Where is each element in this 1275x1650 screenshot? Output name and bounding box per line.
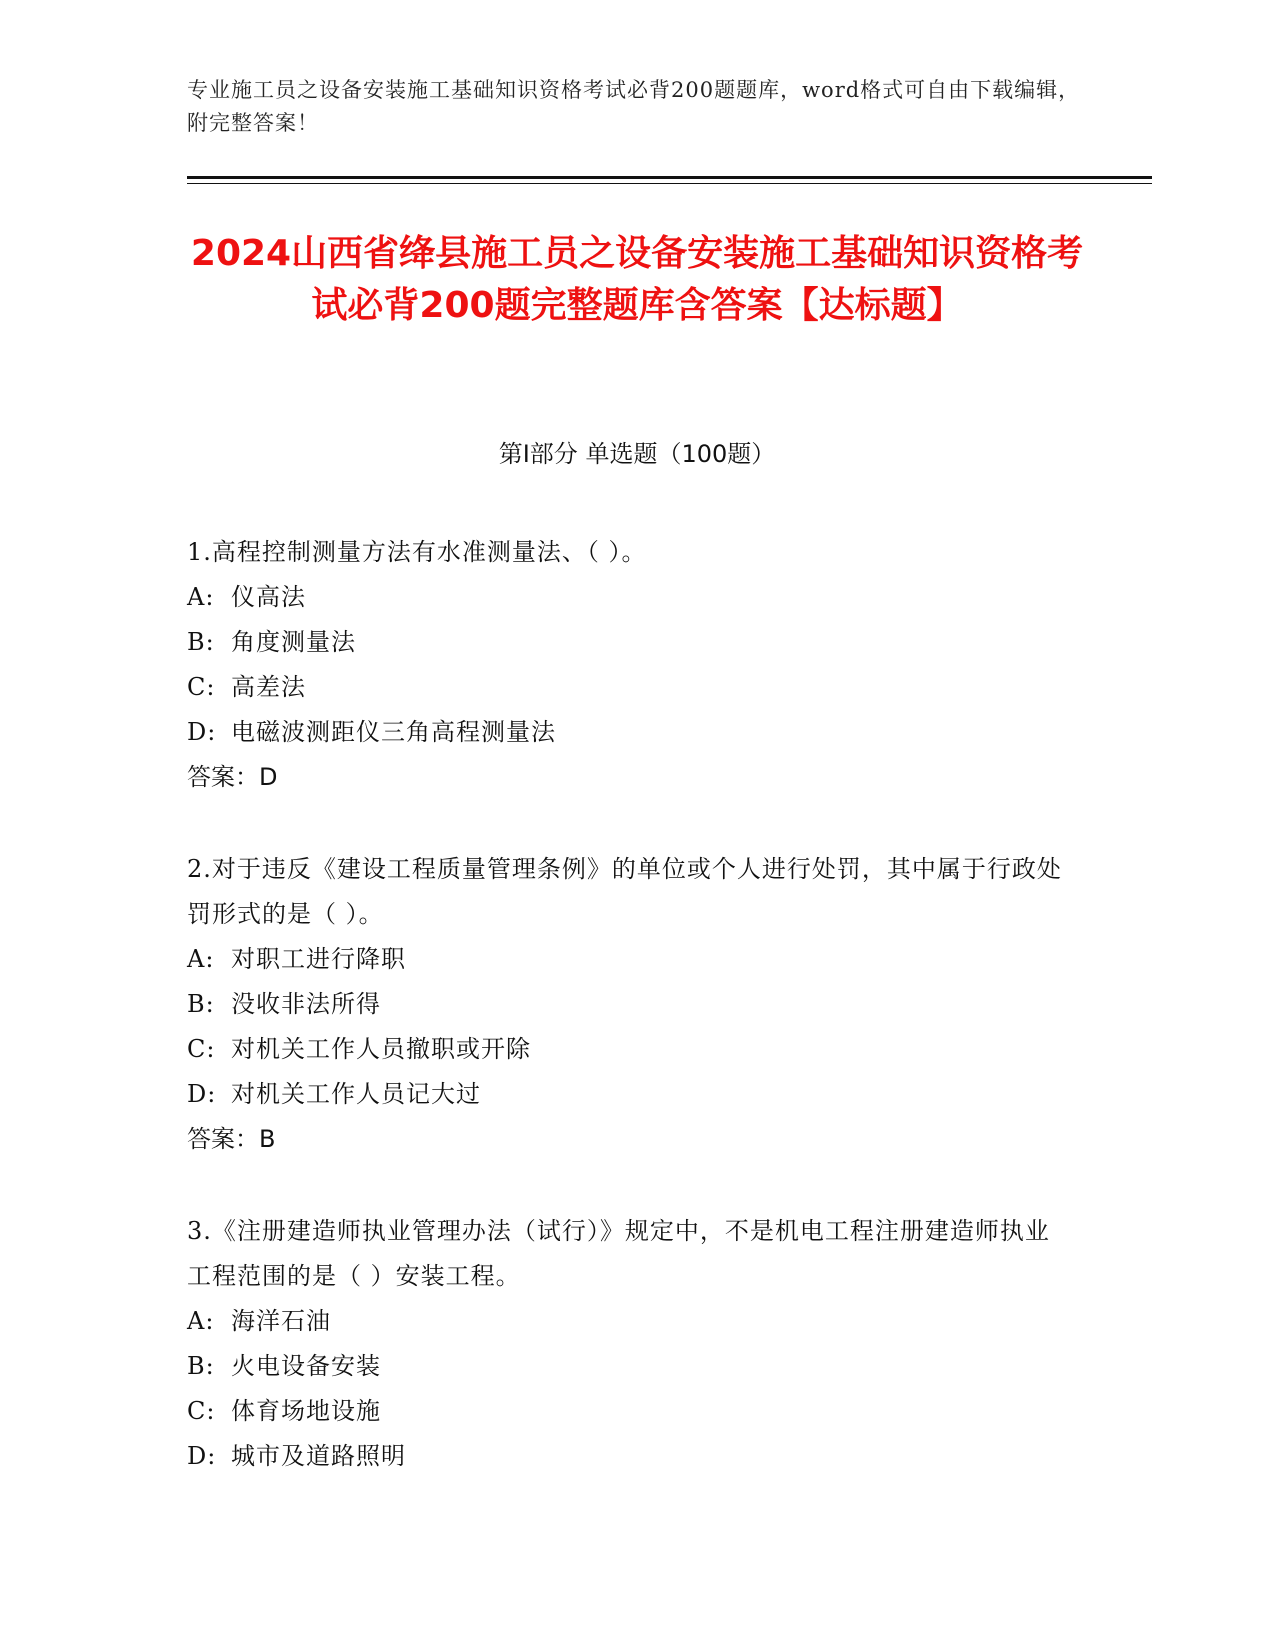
option-a: [187, 1299, 1067, 1344]
option-text: 高差法: [231, 673, 306, 701]
option-a: [187, 937, 1067, 982]
option-text: 仪高法: [231, 583, 306, 611]
option-d: [187, 710, 1067, 755]
question-stem: 3.《注册建造师执业管理办法（试行）》规定中，不是机电工程注册建造师执业工程范围的是（ ）安装工程。: [187, 1217, 1050, 1290]
question-stem: 2.对于违反《建设工程质量管理条例》的单位或个人进行处罚，其中属于行政处罚形式的是（ ）。: [187, 855, 1062, 928]
option-d: [187, 1072, 1067, 1117]
option-key: B:: [187, 990, 215, 1018]
section-heading: 第I部分 单选题（100题）: [498, 440, 776, 468]
answer-line: 答案：B: [187, 1125, 276, 1153]
question-item: [187, 530, 1067, 800]
option-text: 对机关工作人员记大过: [231, 1080, 481, 1108]
option-text: 火电设备安装: [231, 1352, 381, 1380]
option-b: [187, 620, 1067, 665]
option-key: C:: [187, 1035, 216, 1063]
option-c: [187, 1389, 1067, 1434]
option-key: A:: [187, 583, 215, 611]
document-title: 2024山西省绛县施工员之设备安装施工基础知识资格考试必背200题完整题库含答案【达标题】: [190, 233, 1084, 326]
option-text: 角度测量法: [231, 628, 356, 656]
answer-line: 答案：D: [187, 763, 278, 791]
question-item: [187, 847, 1067, 1162]
option-key: B:: [187, 1352, 215, 1380]
option-key: D:: [187, 718, 217, 746]
option-text: 对机关工作人员撤职或开除: [231, 1035, 531, 1063]
option-b: [187, 1344, 1067, 1389]
option-c: [187, 665, 1067, 710]
header-divider-thick: [187, 176, 1152, 179]
option-a: [187, 575, 1067, 620]
option-b: [187, 982, 1067, 1027]
option-d: [187, 1434, 1067, 1479]
question-stem: 1.高程控制测量方法有水准测量法、（ ）。: [187, 538, 647, 566]
option-key: C:: [187, 673, 216, 701]
option-key: A:: [187, 945, 215, 973]
option-key: D:: [187, 1080, 217, 1108]
option-key: C:: [187, 1397, 216, 1425]
option-text: 没收非法所得: [231, 990, 381, 1018]
question-list: [187, 530, 1067, 1479]
header-divider-thin: [187, 183, 1152, 184]
question-spacer: [187, 800, 1067, 847]
header-note: 专业施工员之设备安装施工基础知识资格考试必背200题题库，word格式可自由下载编辑，附完整答案！: [187, 78, 1081, 135]
option-text: 对职工进行降职: [231, 945, 406, 973]
option-text: 电磁波测距仪三角高程测量法: [231, 718, 556, 746]
question-spacer: [187, 1162, 1067, 1209]
option-c: [187, 1027, 1067, 1072]
question-item: [187, 1209, 1067, 1479]
option-text: 海洋石油: [231, 1307, 331, 1335]
option-key: D:: [187, 1442, 217, 1470]
option-text: 体育场地设施: [231, 1397, 381, 1425]
option-key: B:: [187, 628, 215, 656]
option-text: 城市及道路照明: [231, 1442, 406, 1470]
option-key: A:: [187, 1307, 215, 1335]
